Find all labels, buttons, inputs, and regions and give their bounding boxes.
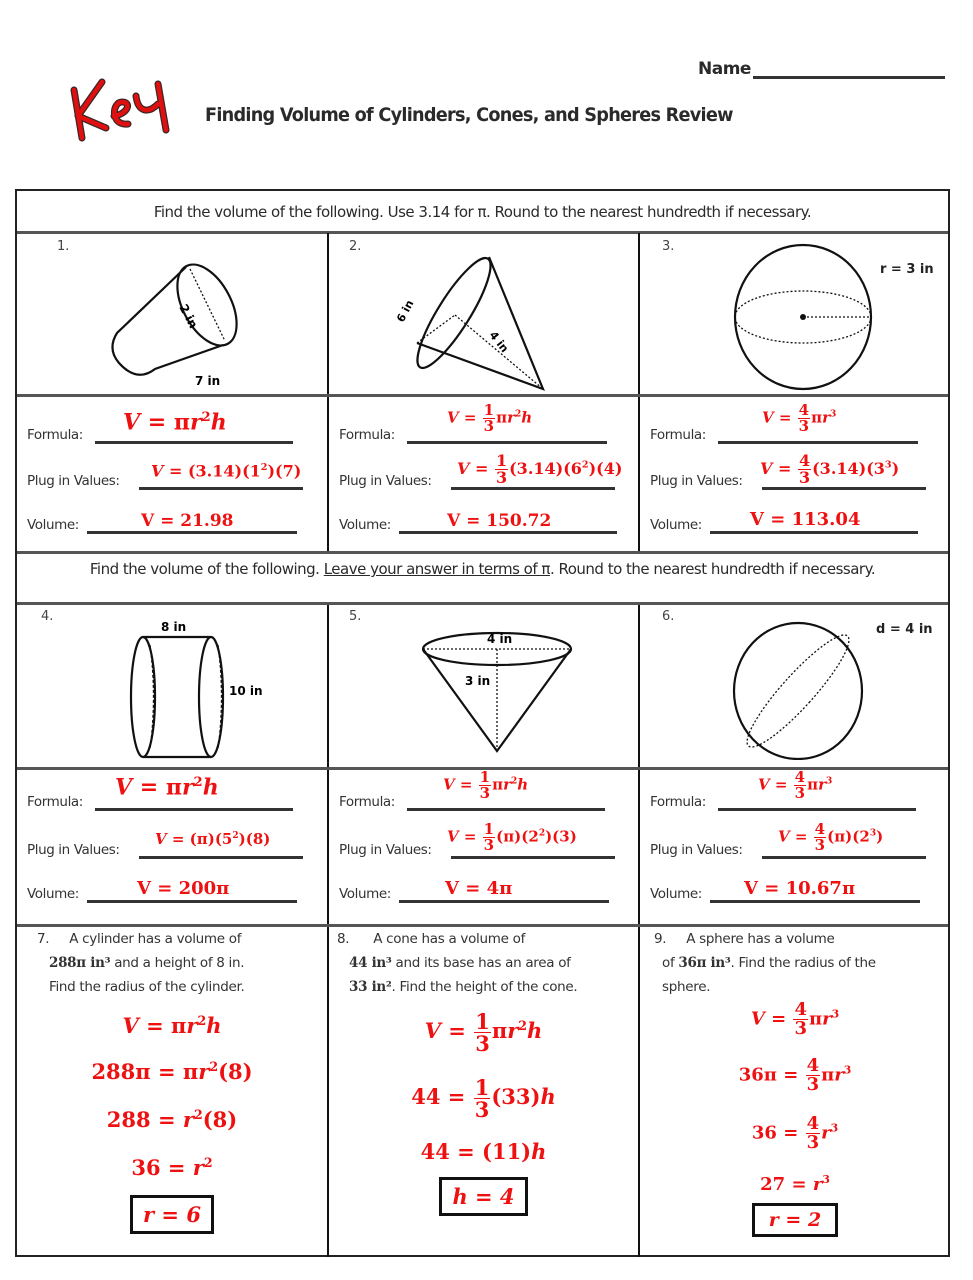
problem-1-answers [17, 397, 327, 551]
problem-3-answers [640, 397, 950, 551]
divider [17, 551, 948, 554]
plug-label: Plug in Values: [27, 473, 120, 489]
plug-label: Plug in Values: [650, 473, 743, 489]
formula-answer: V = $\frac{4}{3}$ $\pi r^3$ [758, 768, 833, 802]
problem-6-answers [640, 770, 950, 924]
plug-answer: V = $\frac{4}{3}$ $(\pi)(2^3)$ [778, 820, 884, 854]
formula-answer: V = $\frac{4}{3}$ $\pi r^3$ [762, 401, 837, 435]
formula-label: Formula: [27, 427, 83, 443]
cone-figure [389, 243, 569, 393]
problem-9-cell [640, 927, 950, 1257]
problem-8-prompt: 8. A cone has a volume of 44 in³ and its base has an area of 33 in². Find the height of the cone. [337, 931, 578, 995]
problem-1-figure-cell [17, 235, 327, 393]
label-2in: 2 in [176, 301, 201, 331]
formula-label: Formula: [339, 427, 395, 443]
worksheet-title: Finding Volume of Cylinders, Cones, and Spheres Review [205, 104, 733, 126]
formula-answer: V = $\frac{1}{3}$ $\pi r^2h$ [443, 768, 529, 802]
formula-answer: $V = \pi r^2h$ [123, 409, 227, 436]
plug-answer: $V = (\pi)(5^2)(8)$ [155, 830, 271, 848]
formula-label: Formula: [650, 794, 706, 810]
volume-answer: V = 21.98 [141, 511, 234, 531]
volume-answer: V = 150.72 [447, 511, 552, 531]
final-answer: h = 4 [329, 1177, 638, 1216]
solution-step: 36π = $\frac{4}{3}$ $\pi r^3$ [738, 1055, 852, 1095]
worksheet-table [15, 189, 950, 1257]
plug-label: Plug in Values: [650, 842, 743, 858]
plug-label: Plug in Values: [339, 842, 432, 858]
sphere-diameter-label: d = 4 in [876, 622, 933, 637]
volume-label: Volume: [650, 517, 702, 533]
cone-figure [419, 615, 579, 760]
section2-instructions: Find the volume of the following. Leave your answer in terms of π. Round to the nearest hundredth if necessary. [89, 560, 876, 578]
cylinder-figure [117, 615, 297, 760]
plug-answer: V = $\frac{4}{3}$ $(3.14)(3^3)$ [760, 451, 900, 487]
formula-label: Formula: [650, 427, 706, 443]
problem-8-cell [329, 927, 638, 1257]
problem-4-figure-cell [17, 605, 327, 765]
volume-answer: V = 10.67π [744, 878, 856, 899]
solution-step: V = $\frac{4}{3}$ $\pi r^3$ [750, 999, 840, 1039]
problem-number: 5. [349, 609, 362, 624]
name-label: Name [698, 59, 751, 79]
plug-label: Plug in Values: [339, 473, 432, 489]
problem-number: 2. [349, 239, 362, 254]
formula-answer: V = $\frac{1}{3}$ $\pi r^2h$ [447, 401, 533, 435]
problem-9-prompt: 9. A sphere has a volume of 36π in³. Find the radius of the sphere. [654, 931, 876, 995]
section1-instructions: Find the volume of the following. Use 3.14 for π. Round to the nearest hundredth if necessary. [153, 203, 812, 221]
plug-answer: $V = (3.14)(1^2)(7)$ [151, 461, 302, 481]
label-7in: 7 in [195, 374, 221, 385]
cylinder-figure [107, 255, 257, 385]
problem-2-answers [329, 397, 638, 551]
problem-4-answers [17, 770, 327, 924]
solution-step: V = $\frac{1}{3}$ $\pi r^2h$ [424, 1009, 543, 1056]
volume-label: Volume: [27, 886, 79, 902]
solution-step: $288 = r^2(8)$ [106, 1107, 238, 1132]
solution-step: 44 = (11)h [420, 1139, 547, 1164]
solution-step: $V = \pi r^2h$ [122, 1013, 222, 1038]
key-logo [62, 72, 192, 142]
svg-text:3 in: 3 in [465, 674, 491, 688]
final-answer: r = 2 [640, 1203, 950, 1237]
volume-label: Volume: [27, 517, 79, 533]
volume-label: Volume: [650, 886, 702, 902]
plug-answer: V = $\frac{1}{3}$ $(\pi)(2^2)(3)$ [447, 820, 577, 854]
svg-text:8 in: 8 in [161, 620, 187, 634]
volume-answer: V = 4π [445, 878, 513, 899]
volume-answer: V = 113.04 [750, 509, 861, 530]
name-blank[interactable] [753, 58, 945, 79]
problem-number: 4. [41, 609, 54, 624]
name-field [698, 58, 945, 79]
problem-7-cell [17, 927, 327, 1257]
formula-label: Formula: [27, 794, 83, 810]
solution-step: $288\pi = \pi r^2(8)$ [91, 1059, 253, 1084]
volume-answer: V = 200π [137, 878, 230, 899]
problem-2-figure-cell [329, 235, 638, 393]
problem-5-figure-cell [329, 605, 638, 765]
solution-step: $36 = r^2$ [131, 1155, 213, 1180]
solution-step: $27 = r^3$ [760, 1173, 830, 1195]
plug-answer: V = $\frac{1}{3}$ $(3.14)(6^2)(4)$ [457, 451, 623, 487]
plug-label: Plug in Values: [27, 842, 120, 858]
solution-step: 36 = $\frac{4}{3}$ $r^3$ [751, 1113, 839, 1153]
volume-label: Volume: [339, 886, 391, 902]
problem-number: 1. [57, 239, 70, 254]
svg-text:4 in: 4 in [487, 632, 513, 646]
divider [17, 231, 948, 234]
problem-number: 3. [662, 239, 675, 254]
problem-number: 6. [662, 609, 675, 624]
formula-label: Formula: [339, 794, 395, 810]
problem-5-answers [329, 770, 638, 924]
svg-text:6 in: 6 in [394, 297, 417, 325]
svg-text:10 in: 10 in [229, 684, 263, 698]
svg-text:4 in: 4 in [486, 328, 512, 356]
problem-3-figure-cell [640, 235, 950, 393]
problem-6-figure-cell [640, 605, 950, 765]
volume-label: Volume: [339, 517, 391, 533]
final-answer: r = 6 [17, 1195, 327, 1234]
problem-7-prompt: 7. A cylinder has a volume of 288π in³ and a height of 8 in. Find the radius of the cylinder. [37, 931, 245, 995]
solution-step: 44 = $\frac{1}{3}$ (33)h [411, 1075, 556, 1122]
sphere-figure [730, 615, 870, 760]
sphere-radius-label: r = 3 in [880, 262, 934, 277]
formula-answer: $V = \pi r^2h$ [115, 774, 219, 801]
